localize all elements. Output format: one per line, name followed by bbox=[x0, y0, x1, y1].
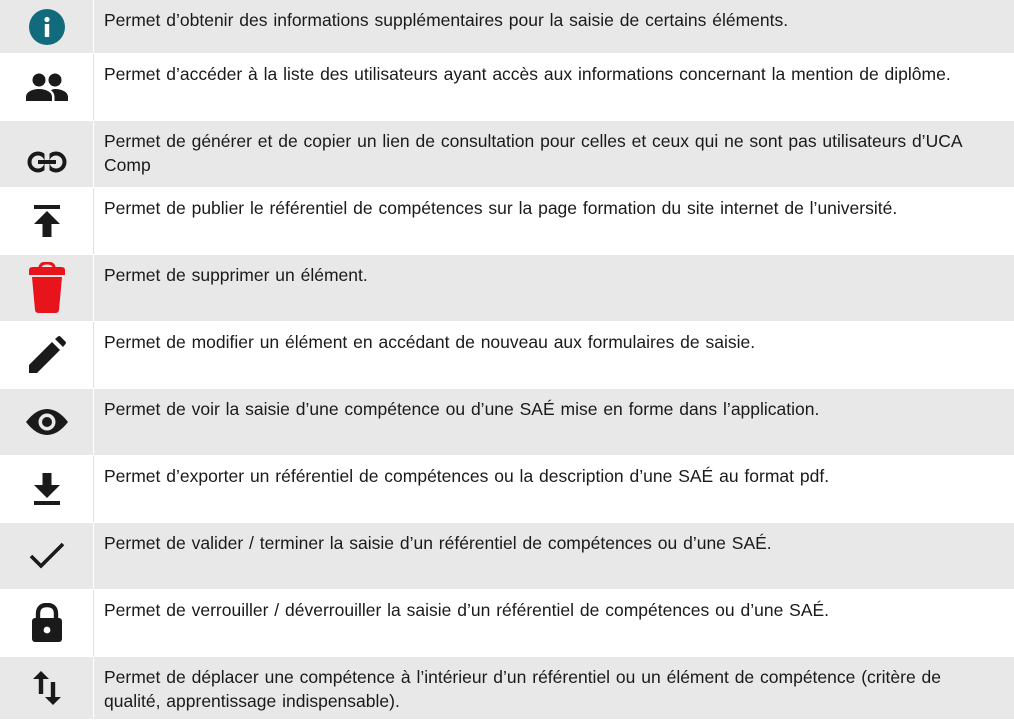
legend-row-lock bbox=[0, 590, 1014, 657]
legend-description: Permet de verrouiller / déverrouiller la saisie d’un référentiel de compétences ou d’une SAÉ. bbox=[104, 600, 830, 620]
legend-row-publish bbox=[0, 188, 1014, 255]
legend-description: Permet d’accéder à la liste des utilisateurs ayant accès aux informations concernant la mention de diplôme. bbox=[104, 64, 951, 84]
legend-description: Permet de générer et de copier un lien de consultation pour celles et ceux qui ne sont pas utilisateurs d’UCA Comp bbox=[104, 131, 962, 175]
trash-icon bbox=[27, 262, 67, 314]
legend-row-users bbox=[0, 54, 1014, 121]
icon-cell bbox=[0, 523, 94, 589]
legend-description: Permet de modifier un élément en accédant de nouveau aux formulaires de saisie. bbox=[104, 332, 756, 352]
icon-cell bbox=[0, 389, 94, 455]
publish-icon bbox=[33, 204, 61, 238]
icon-cell bbox=[0, 54, 94, 120]
icon-cell bbox=[0, 188, 94, 254]
icon-cell bbox=[0, 590, 94, 656]
check-icon bbox=[29, 542, 65, 570]
group-icon bbox=[25, 72, 69, 102]
legend-row-edit bbox=[0, 322, 1014, 389]
legend-description: Permet de voir la saisie d’une compétence ou d’une SAÉ mise en forme dans l’application. bbox=[104, 399, 820, 419]
icon-cell bbox=[0, 322, 94, 388]
legend-row-view bbox=[0, 389, 1014, 456]
legend-description: Permet de valider / terminer la saisie d’un référentiel de compétences ou d’une SAÉ. bbox=[104, 533, 772, 553]
edit-pencil-icon bbox=[28, 336, 66, 374]
download-icon bbox=[33, 472, 61, 506]
link-icon bbox=[27, 151, 67, 173]
legend-row-export bbox=[0, 456, 1014, 523]
icon-cell bbox=[0, 255, 94, 321]
legend-description: Permet d’exporter un référentiel de compétences ou la description d’une SAÉ au format pdf. bbox=[104, 466, 830, 486]
icon-cell bbox=[0, 657, 94, 719]
legend-row-delete bbox=[0, 255, 1014, 322]
legend-description: Permet de déplacer une compétence à l’intérieur d’un référentiel ou un élément de compétence (critère de qualité, apprentissage indispensable). bbox=[104, 667, 942, 711]
lock-icon bbox=[31, 603, 63, 643]
legend-description: Permet de publier le référentiel de compétences sur la page formation du site internet de l’université. bbox=[104, 198, 898, 218]
legend-row-link bbox=[0, 121, 1014, 188]
legend-description: Permet d’obtenir des informations supplémentaires pour la saisie de certains éléments. bbox=[104, 10, 789, 30]
icon-cell bbox=[0, 456, 94, 522]
swap-vertical-icon bbox=[32, 670, 62, 706]
legend-row-move bbox=[0, 657, 1014, 720]
info-icon bbox=[28, 8, 66, 46]
legend-description: Permet de supprimer un élément. bbox=[104, 265, 368, 285]
icon-cell bbox=[0, 121, 94, 187]
icon-cell bbox=[0, 0, 94, 53]
eye-icon bbox=[25, 408, 69, 436]
legend-row-info bbox=[0, 0, 1014, 54]
legend-row-validate bbox=[0, 523, 1014, 590]
